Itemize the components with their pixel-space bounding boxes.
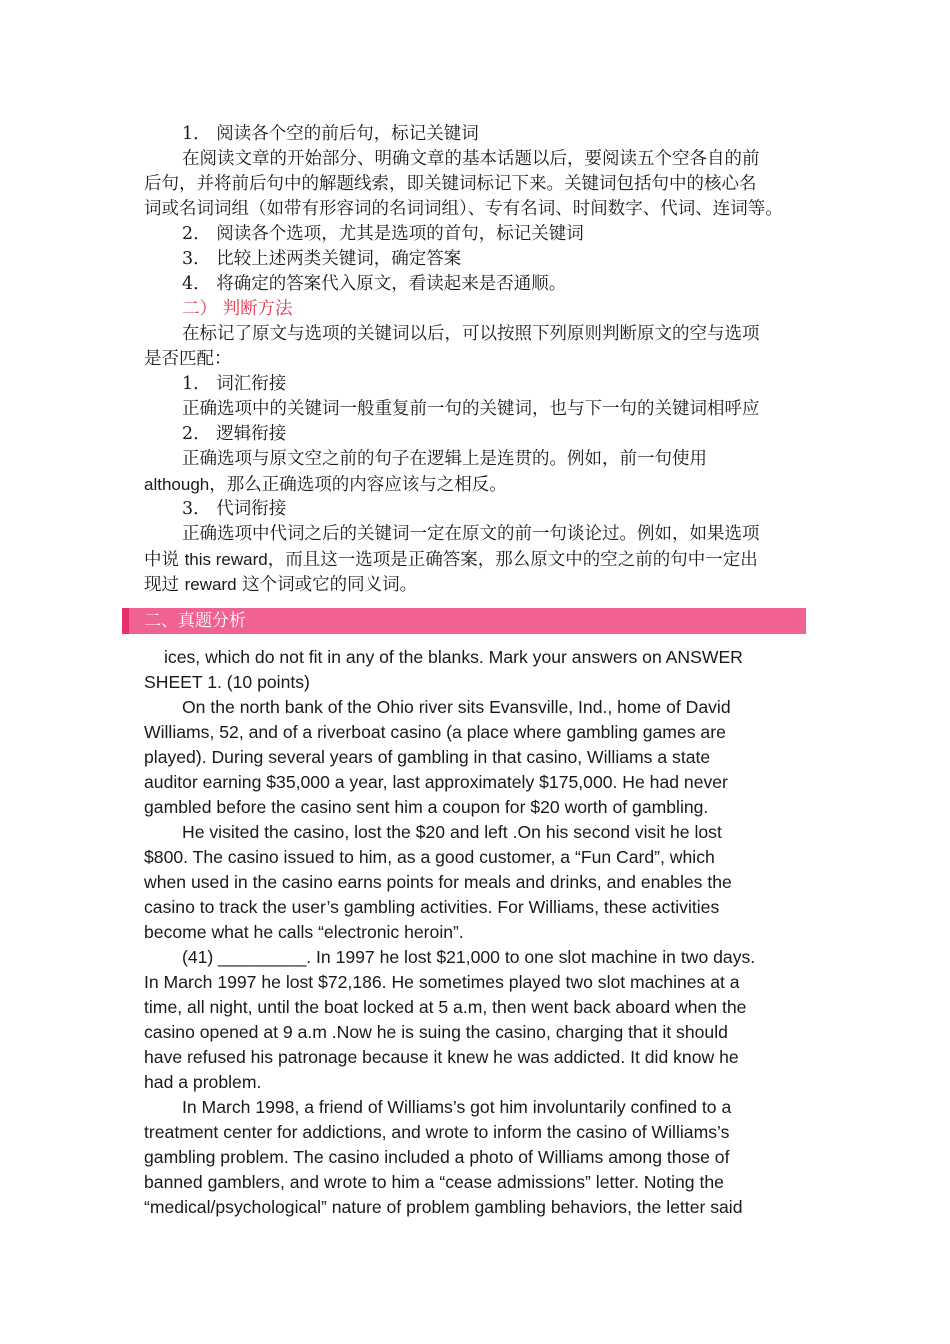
passage xyxy=(144,645,810,1220)
method-steps xyxy=(144,122,808,597)
passage-line: gambling problem. The casino included a photo of Williams among those of xyxy=(144,1147,730,1167)
passage-line: SHEET 1. (10 points) xyxy=(144,672,310,692)
passage-line: casino opened at 9 a.m .Now he is suing the casino, charging that it should xyxy=(144,1022,728,1042)
step-1-text: 在阅读文章的开始部分、明确文章的基本话题以后，要阅读五个空各自的前 xyxy=(182,149,760,169)
judge-intro: 在标记了原文与选项的关键词以后，可以按照下列原则判断原文的空与选项 xyxy=(182,324,760,344)
passage-line: have refused his patronage because it knew he was addicted. It did know he xyxy=(144,1047,739,1067)
passage-line: ices, which do not fit in any of the blanks. Mark your answers on ANSWER xyxy=(164,647,743,667)
rule-3-title: 3． 代词衔接 xyxy=(182,499,287,519)
rule-2-text-b: ，那么正确选项的内容应该与之相反。 xyxy=(209,475,507,495)
rule-3-l3-b: 这个词或它的同义词。 xyxy=(236,575,418,595)
passage-line: become what he calls “electronic heroin”. xyxy=(144,922,464,942)
passage-line: (41) _________. In 1997 he lost $21,000 to one slot machine in two days. xyxy=(182,947,756,967)
step-1-text: 后句，并将前后句中的解题线索，即关键词标记下来。关键词包括句中的核心名 xyxy=(144,174,757,194)
passage-line: gambled before the casino sent him a coupon for $20 worth of gambling. xyxy=(144,797,709,817)
passage-line: He visited the casino, lost the $20 and left .On his second visit he lost xyxy=(182,822,722,842)
passage-line: played). During several years of gambling in that casino, Williams a state xyxy=(144,747,711,767)
passage-line: On the north bank of the Ohio river sits Evansville, Ind., home of David xyxy=(182,697,731,717)
passage-line: “medical/psychological” nature of problem gambling behaviors, the letter said xyxy=(144,1197,743,1217)
rule-3-l2-b: ，而且这一选项是正确答案，那么原文中的空之前的句中一定出 xyxy=(267,550,758,570)
step-1-text: 词或名词词组（如带有形容词的名词词组）、专有名词、时间数字、代词、连词等。 xyxy=(144,199,783,219)
step-2: 2． 阅读各个选项，尤其是选项的首句，标记关键词 xyxy=(182,224,584,244)
section-title: 二、真题分析 xyxy=(144,611,246,631)
passage-line: banned gamblers, and wrote to him a “cease admissions” letter. Noting the xyxy=(144,1172,724,1192)
step-1: 1． 阅读各个空的前后句，标记关键词 xyxy=(182,124,479,144)
rule-1-title: 1． 词汇衔接 xyxy=(182,374,287,394)
rule-2-text-cont xyxy=(144,472,808,497)
rule-3-text-cont xyxy=(144,547,808,572)
rule-2-title: 2． 逻辑衔接 xyxy=(182,424,287,444)
rule-3-l2-a: 中说 xyxy=(144,550,185,570)
passage-line: In March 1998, a friend of Williams’s got him involuntarily confined to a xyxy=(182,1097,732,1117)
step-4: 4． 将确定的答案代入原文，看读起来是否通顺。 xyxy=(182,274,567,294)
rule-2-text: 正确选项与原文空之前的句子在逻辑上是连贯的。例如，前一句使用 xyxy=(182,449,707,469)
passage-line: treatment center for addictions, and wrote to inform the casino of Williams’s xyxy=(144,1122,730,1142)
judge-intro: 是否匹配： xyxy=(144,349,232,369)
step-3: 3． 比较上述两类关键词，确定答案 xyxy=(182,249,462,269)
passage-line: time, all night, until the boat locked at 5 a.m, then went back aboard when the xyxy=(144,997,747,1017)
rule-3-text: 正确选项中代词之后的关键词一定在原文的前一句谈论过。例如，如果选项 xyxy=(182,524,760,544)
passage-line: Williams, 52, and of a riverboat casino (a place where gambling games are xyxy=(144,722,726,742)
rule-3-text-cont xyxy=(144,572,808,597)
passage-line: casino to track the user’s gambling activities. For Williams, these activities xyxy=(144,897,720,917)
passage-line: when used in the casino earns points for meals and drinks, and enables the xyxy=(144,872,732,892)
passage-line: In March 1997 he lost $72,186. He sometimes played two slot machines at a xyxy=(144,972,740,992)
passage-line: auditor earning $35,000 a year, last approximately $175,000. He had never xyxy=(144,772,728,792)
section-bar-accent xyxy=(122,608,129,634)
passage-line: had a problem. xyxy=(144,1072,262,1092)
rule-2-word: although xyxy=(144,475,210,494)
section-heading-bar xyxy=(122,608,806,634)
rule-3-word2: reward xyxy=(184,575,237,594)
rule-3-l3-a: 现过 xyxy=(144,575,185,595)
rule-3-word: this reward xyxy=(184,550,268,569)
passage-line: $800. The casino issued to him, as a good customer, a “Fun Card”, which xyxy=(144,847,715,867)
rule-1-text: 正确选项中的关键词一般重复前一句的关键词，也与下一句的关键词相呼应 xyxy=(182,399,760,419)
judge-heading: 二） 判断方法 xyxy=(182,299,293,319)
